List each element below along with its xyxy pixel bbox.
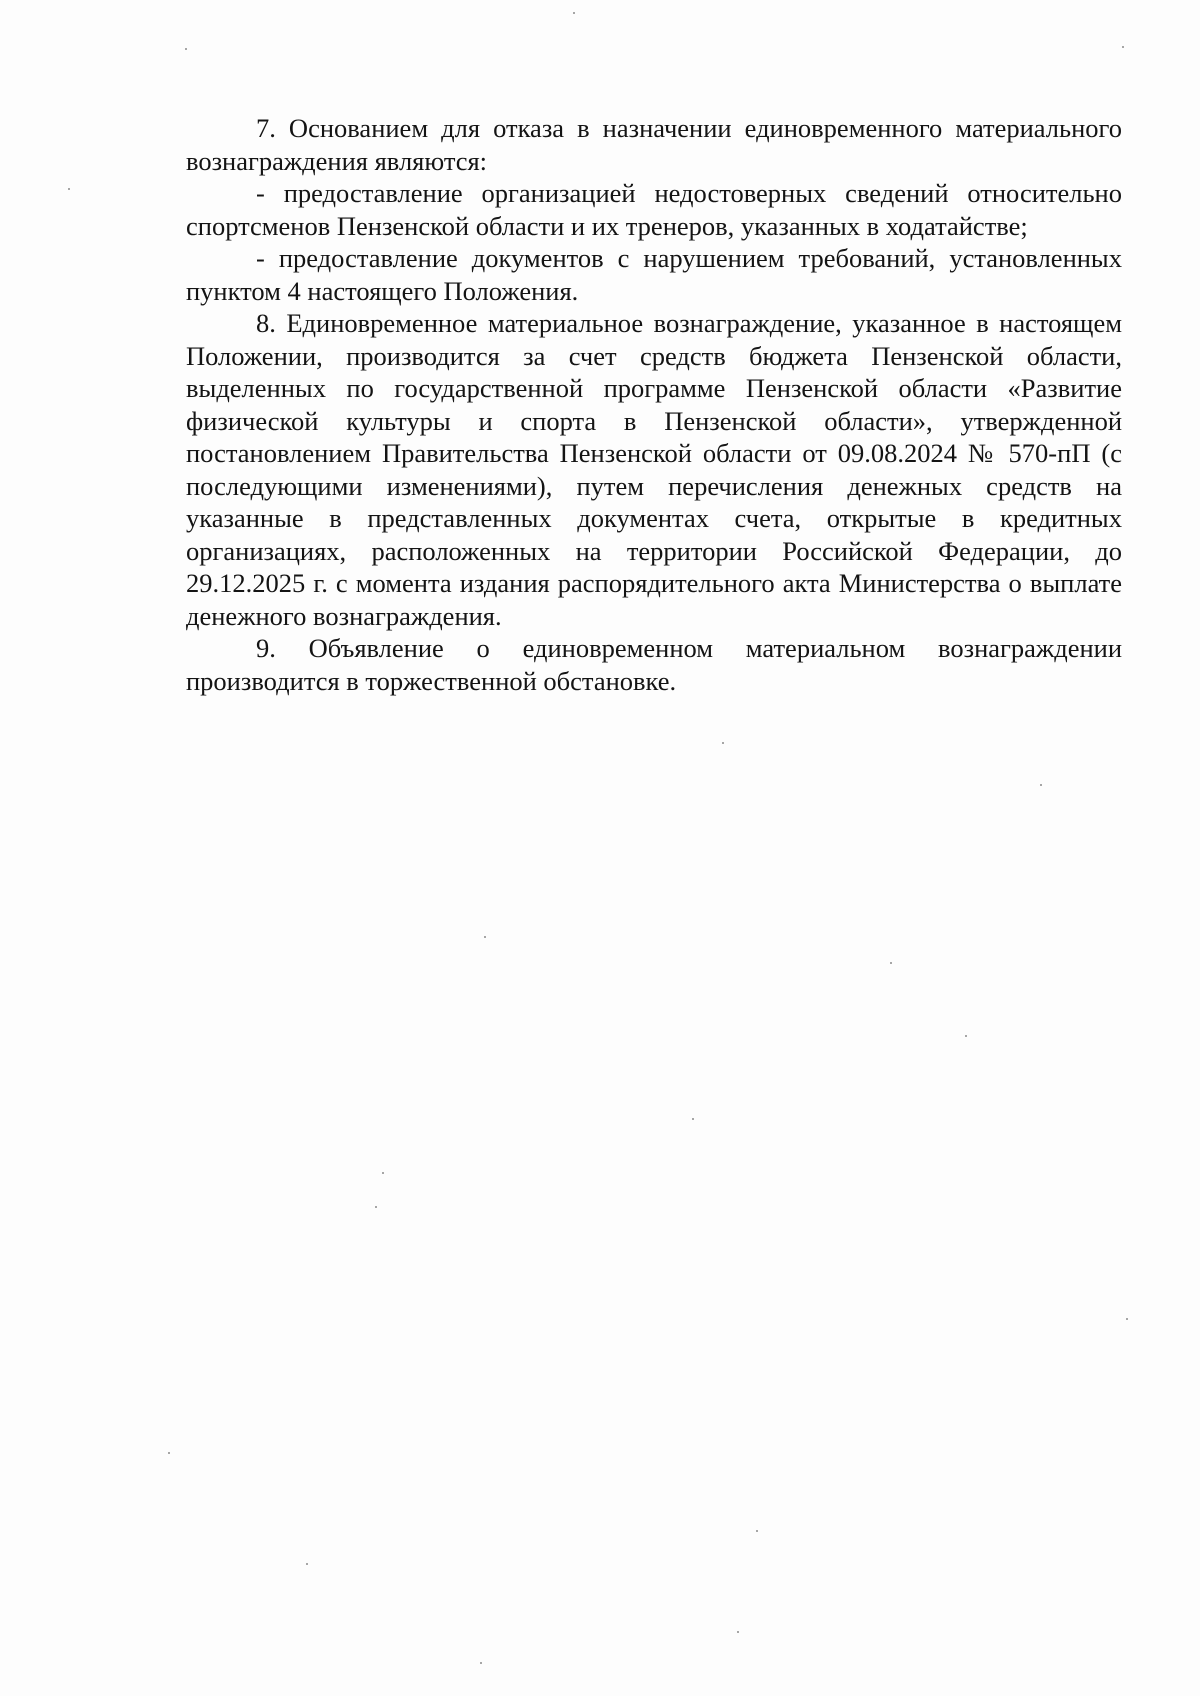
scan-speck [692,1118,694,1120]
scan-speck [480,1662,482,1664]
scan-speck [965,1035,967,1037]
paragraph-9: 9. Объявление о единовременном материальном вознаграждении производится в торжественной обстановке. [186,633,1122,696]
scan-speck [890,962,892,964]
scan-speck [1040,784,1042,786]
scan-speck [573,12,575,14]
scan-speck [1122,46,1124,48]
paragraph-7: 7. Основанием для отказа в назначении единовременного материального вознаграждения являются: [186,113,1122,176]
scan-speck [168,1452,170,1454]
paragraph-7-item-2: - предоставление документов с нарушением требований, установленных пунктом 4 настоящего Положения. [186,243,1122,306]
scan-speck [185,48,187,50]
scan-speck [382,1172,384,1174]
scan-speck [306,1563,308,1565]
scan-speck [737,1631,739,1633]
scan-speck [722,742,724,744]
paragraph-7-item-1: - предоставление организацией недостоверных сведений относительно спортсменов Пензенской области и их тренеров, указанных в ходатайстве; [186,178,1122,241]
scan-speck [756,1530,758,1532]
paragraph-8: 8. Единовременное материальное вознаграждение, указанное в настоящем Положении, производится за счет средств бюджета Пензенской области, выделенных по государственной программе Пензенской области «Развитие физической культуры и спорта в Пензенской области», утвержденной постановлением Правительства Пензенской области от 09.08.2024 № 570-пП (с последующими изменениями), путем перечисления денежных средств на указанные в представленных документах счета, открытые в кредитных организациях, расположенных на территории Российской Федерации, до 29.12.2025 г. с момента издания распорядительного акта Министерства о выплате денежного вознаграждения. [186,308,1122,631]
scan-speck [1126,1318,1128,1320]
scan-speck [68,188,70,190]
scan-speck [484,936,486,938]
document-body [186,112,1122,697]
scan-speck [375,1206,377,1208]
